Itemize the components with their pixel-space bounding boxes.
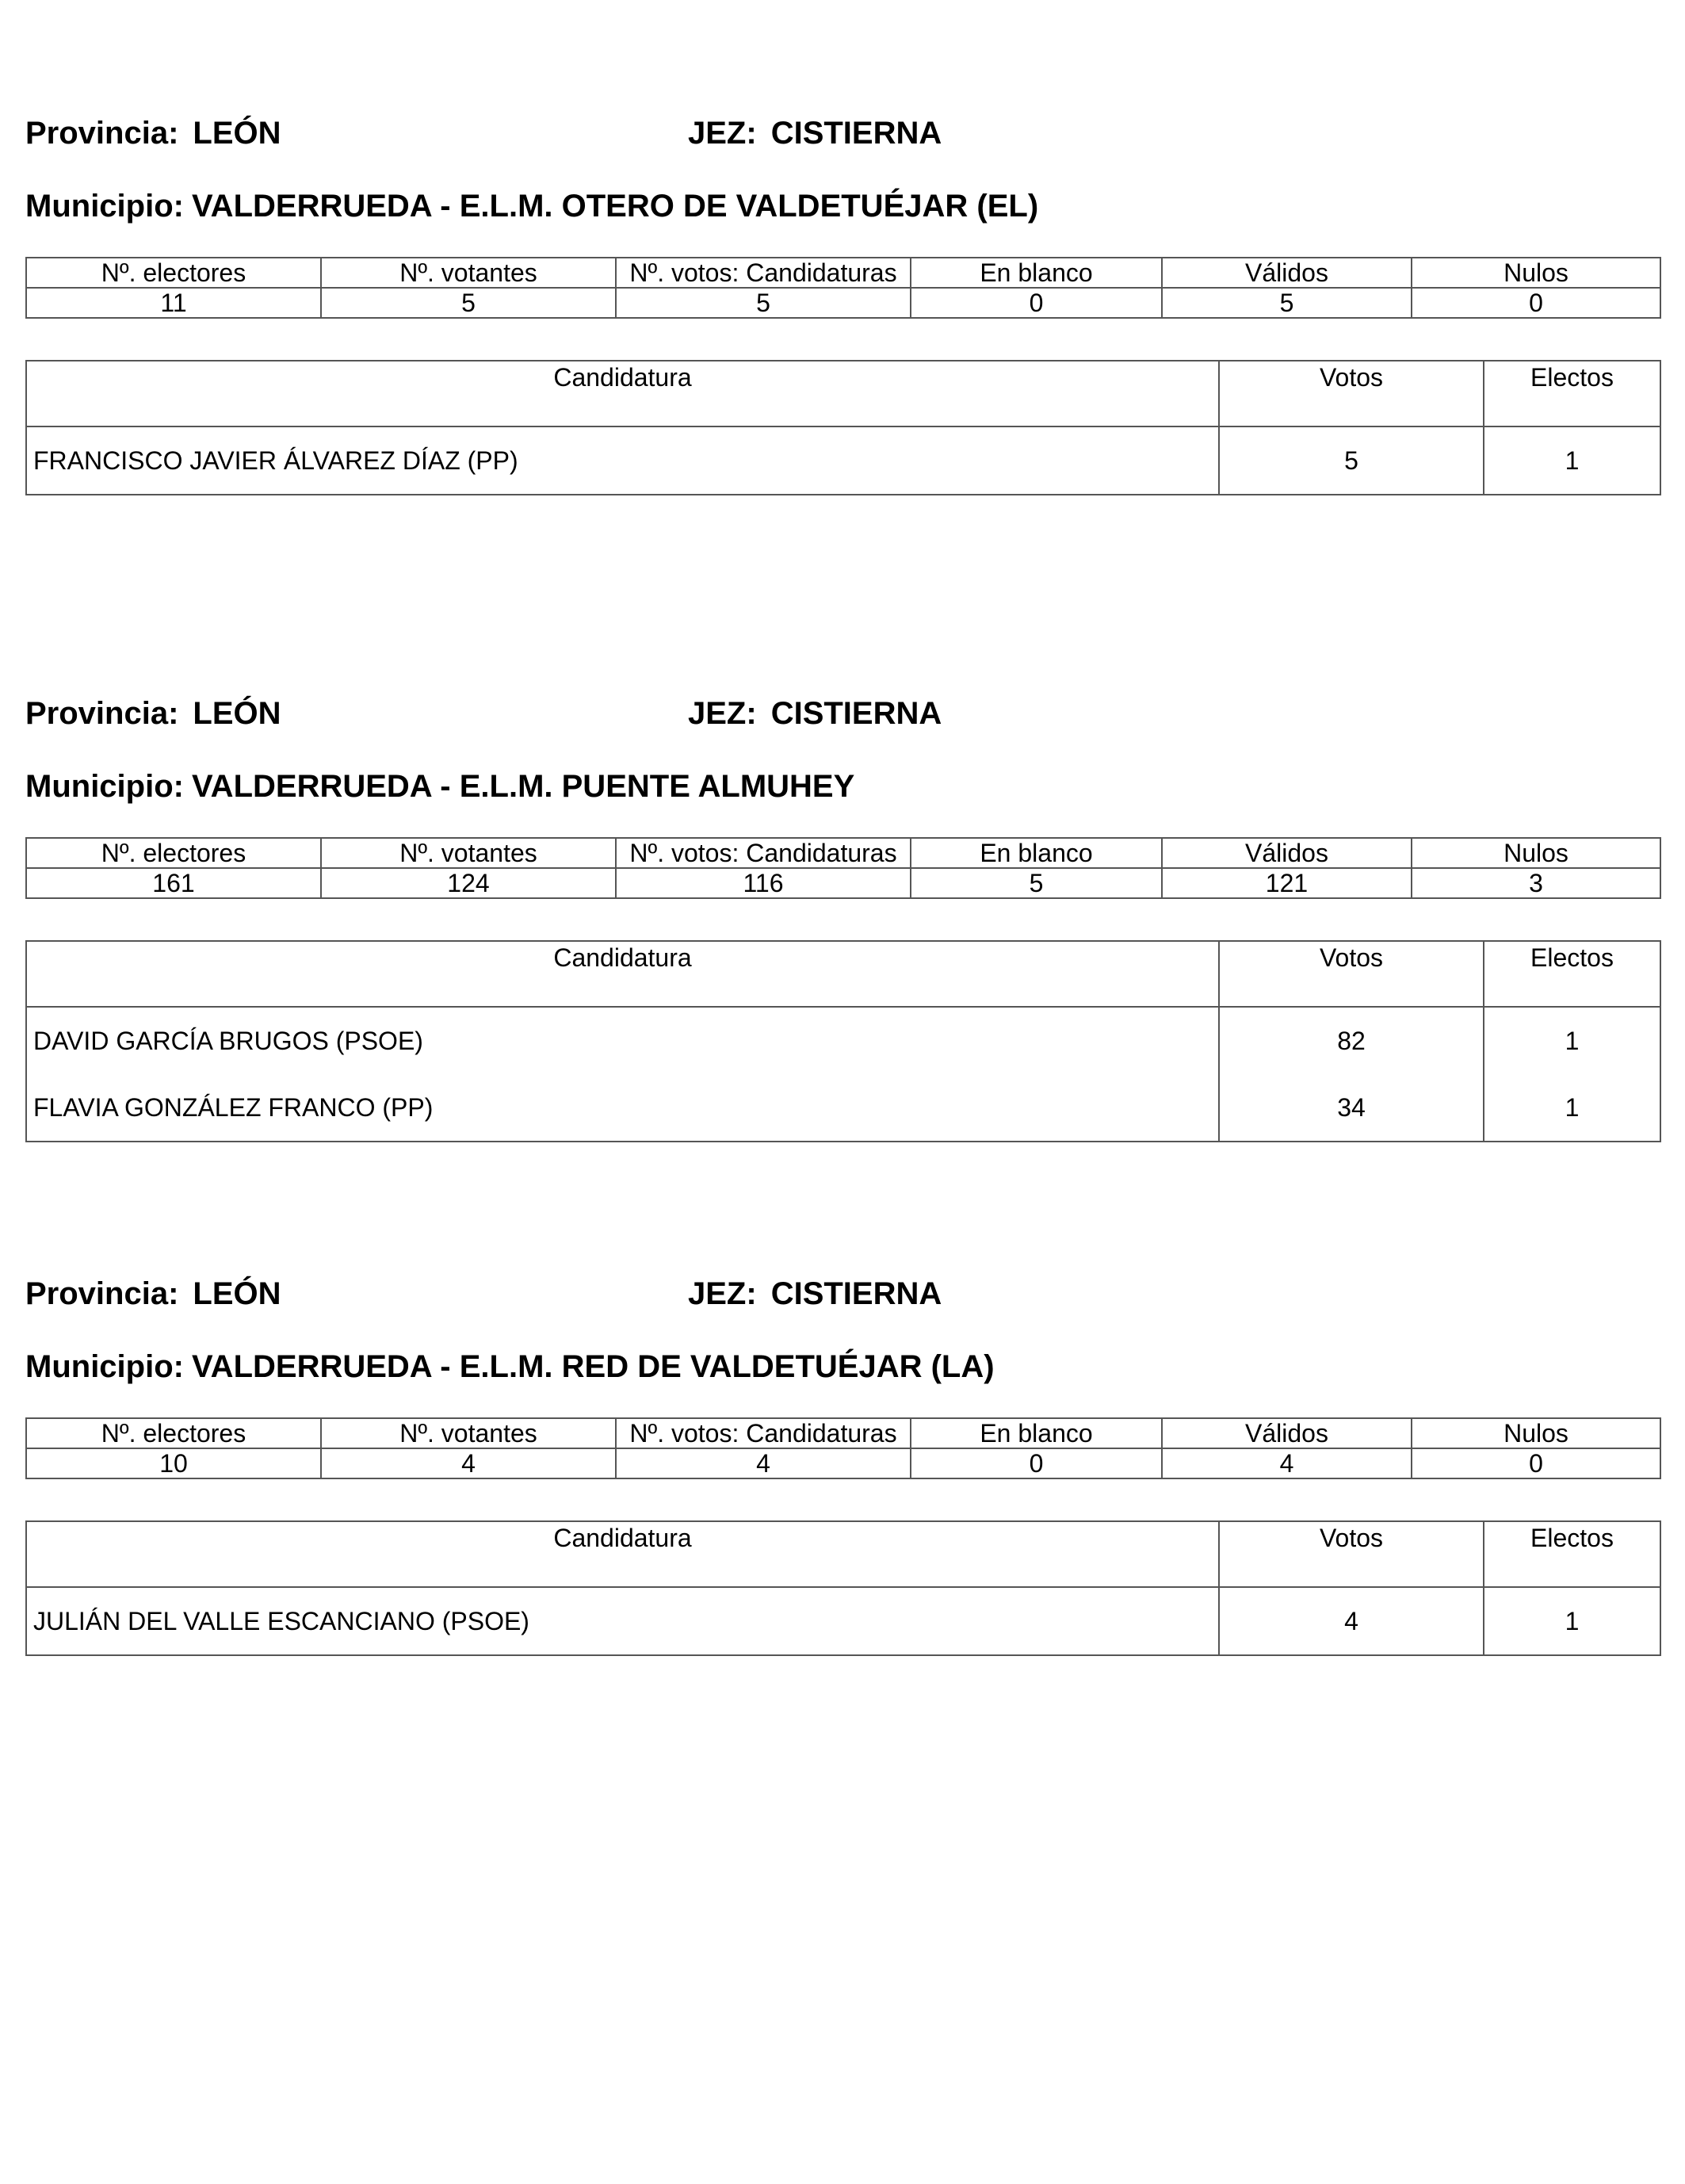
municipio-line <box>25 190 1038 222</box>
jez-label: JEZ: <box>688 116 757 151</box>
summary-header-en-blanco: En blanco <box>911 838 1162 868</box>
summary-header-votos-candidaturas: Nº. votos: Candidaturas <box>616 838 911 868</box>
candidates-table <box>25 360 1661 495</box>
summary-value-votantes: 5 <box>321 288 616 318</box>
summary-header-row <box>26 258 1660 288</box>
summary-header-votantes: Nº. votantes <box>321 258 616 288</box>
municipio-line <box>25 771 854 802</box>
summary-header-votantes: Nº. votantes <box>321 1418 616 1448</box>
candidate-votos: 4 <box>1219 1587 1484 1655</box>
jez-line <box>688 698 942 729</box>
candidate-row <box>26 1074 1660 1142</box>
summary-value-row <box>26 1448 1660 1478</box>
candidate-electos: 1 <box>1484 1587 1660 1655</box>
summary-value-row <box>26 288 1660 318</box>
summary-header-validos: Válidos <box>1162 1418 1412 1448</box>
summary-value-electores: 10 <box>26 1448 321 1478</box>
summary-header-nulos: Nulos <box>1412 258 1660 288</box>
jez-value: CISTIERNA <box>770 116 942 151</box>
jez-label: JEZ: <box>688 696 757 731</box>
municipio-label: Municipio: <box>25 189 184 224</box>
summary-value-validos: 4 <box>1162 1448 1412 1478</box>
summary-value-votos-candidaturas: 5 <box>616 288 911 318</box>
provincia-line <box>25 698 281 729</box>
summary-value-votantes: 4 <box>321 1448 616 1478</box>
municipio-value: VALDERRUEDA - E.L.M. RED DE VALDETUÉJAR (LA) <box>191 1349 995 1384</box>
candidate-votos: 34 <box>1219 1074 1484 1142</box>
summary-header-votantes: Nº. votantes <box>321 838 616 868</box>
provincia-line <box>25 117 281 149</box>
candidates-header-row <box>26 1521 1660 1587</box>
provincia-label: Provincia: <box>25 116 179 151</box>
electos-header: Electos <box>1484 361 1660 426</box>
provincia-label: Provincia: <box>25 1276 179 1311</box>
summary-value-row <box>26 868 1660 898</box>
summary-table <box>25 837 1661 899</box>
candidates-table <box>25 1520 1661 1656</box>
summary-value-en-blanco: 0 <box>911 1448 1162 1478</box>
jez-value: CISTIERNA <box>770 696 942 731</box>
candidate-row <box>26 1587 1660 1655</box>
votos-header: Votos <box>1219 941 1484 1007</box>
provincia-line <box>25 1278 281 1310</box>
summary-header-nulos: Nulos <box>1412 1418 1660 1448</box>
summary-value-en-blanco: 0 <box>911 288 1162 318</box>
summary-header-validos: Válidos <box>1162 258 1412 288</box>
jez-label: JEZ: <box>688 1276 757 1311</box>
summary-value-nulos: 0 <box>1412 288 1660 318</box>
summary-header-en-blanco: En blanco <box>911 258 1162 288</box>
municipio-label: Municipio: <box>25 1349 184 1384</box>
votos-header: Votos <box>1219 1521 1484 1587</box>
electos-header: Electos <box>1484 1521 1660 1587</box>
summary-value-electores: 161 <box>26 868 321 898</box>
jez-line <box>688 117 942 149</box>
candidate-name: FRANCISCO JAVIER ÁLVAREZ DÍAZ (PP) <box>26 426 1219 495</box>
candidates-header-row <box>26 361 1660 426</box>
votos-header: Votos <box>1219 361 1484 426</box>
summary-value-nulos: 3 <box>1412 868 1660 898</box>
summary-header-nulos: Nulos <box>1412 838 1660 868</box>
candidates-header-row <box>26 941 1660 1007</box>
candidatura-header: Candidatura <box>26 941 1219 1007</box>
summary-value-validos: 5 <box>1162 288 1412 318</box>
candidate-electos: 1 <box>1484 1007 1660 1074</box>
summary-header-row <box>26 838 1660 868</box>
candidate-electos: 1 <box>1484 1074 1660 1142</box>
jez-line <box>688 1278 942 1310</box>
summary-header-validos: Válidos <box>1162 838 1412 868</box>
candidate-votos: 82 <box>1219 1007 1484 1074</box>
summary-value-votos-candidaturas: 4 <box>616 1448 911 1478</box>
candidatura-header: Candidatura <box>26 361 1219 426</box>
summary-value-validos: 121 <box>1162 868 1412 898</box>
municipio-label: Municipio: <box>25 769 184 804</box>
candidate-votos: 5 <box>1219 426 1484 495</box>
candidate-name: FLAVIA GONZÁLEZ FRANCO (PP) <box>26 1074 1219 1142</box>
candidates-table <box>25 940 1661 1142</box>
provincia-value: LEÓN <box>193 1276 281 1311</box>
summary-table <box>25 1417 1661 1479</box>
candidate-name: JULIÁN DEL VALLE ESCANCIANO (PSOE) <box>26 1587 1219 1655</box>
candidate-electos: 1 <box>1484 426 1660 495</box>
summary-value-electores: 11 <box>26 288 321 318</box>
electos-header: Electos <box>1484 941 1660 1007</box>
municipio-value: VALDERRUEDA - E.L.M. PUENTE ALMUHEY <box>191 769 855 804</box>
provincia-value: LEÓN <box>193 116 281 151</box>
summary-header-electores: Nº. electores <box>26 1418 321 1448</box>
summary-value-en-blanco: 5 <box>911 868 1162 898</box>
summary-header-electores: Nº. electores <box>26 258 321 288</box>
candidate-name: DAVID GARCÍA BRUGOS (PSOE) <box>26 1007 1219 1074</box>
provincia-value: LEÓN <box>193 696 281 731</box>
candidatura-header: Candidatura <box>26 1521 1219 1587</box>
municipio-value: VALDERRUEDA - E.L.M. OTERO DE VALDETUÉJAR (EL) <box>191 189 1039 224</box>
summary-header-electores: Nº. electores <box>26 838 321 868</box>
summary-header-votos-candidaturas: Nº. votos: Candidaturas <box>616 1418 911 1448</box>
provincia-label: Provincia: <box>25 696 179 731</box>
summary-header-en-blanco: En blanco <box>911 1418 1162 1448</box>
candidate-row <box>26 1007 1660 1074</box>
summary-header-row <box>26 1418 1660 1448</box>
summary-value-votos-candidaturas: 116 <box>616 868 911 898</box>
summary-value-nulos: 0 <box>1412 1448 1660 1478</box>
municipio-line <box>25 1351 995 1383</box>
summary-table <box>25 257 1661 319</box>
candidate-row <box>26 426 1660 495</box>
summary-header-votos-candidaturas: Nº. votos: Candidaturas <box>616 258 911 288</box>
summary-value-votantes: 124 <box>321 868 616 898</box>
jez-value: CISTIERNA <box>770 1276 942 1311</box>
